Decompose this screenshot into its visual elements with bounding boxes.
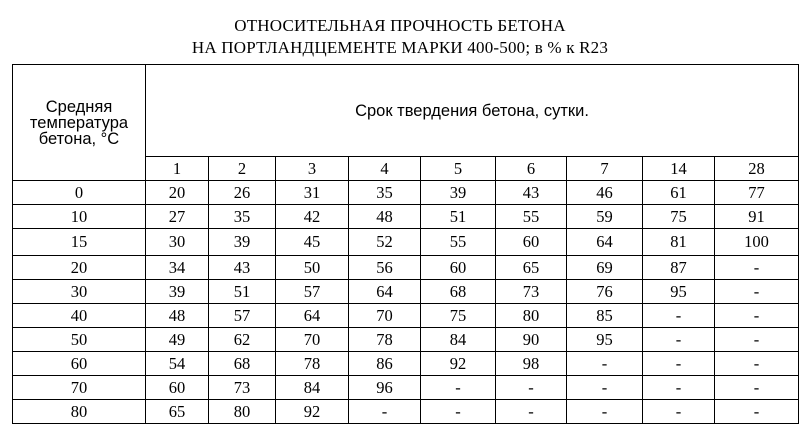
strength-value-cell: 35 [209,205,276,229]
strength-value-cell: - [496,376,567,400]
strength-value-cell: 95 [643,280,715,304]
strength-value-cell: - [643,352,715,376]
table-row [13,280,799,304]
strength-value-cell: 48 [146,304,209,328]
header-row [13,65,799,157]
day-header-cell: 28 [715,157,799,181]
strength-value-cell: 96 [349,376,421,400]
day-header-cell: 2 [209,157,276,181]
strength-value-cell: 31 [276,181,349,205]
temperature-cell: 0 [13,181,146,205]
strength-value-cell: 43 [496,181,567,205]
table-title-line-1: ОТНОСИТЕЛЬНАЯ ПРОЧНОСТЬ БЕТОНА [234,16,566,35]
strength-value-cell: - [715,328,799,352]
strength-value-cell: 50 [276,256,349,280]
strength-value-cell: 61 [643,181,715,205]
strength-value-cell: 62 [209,328,276,352]
day-header-cell: 14 [643,157,715,181]
strength-value-cell: 84 [276,376,349,400]
strength-value-cell: 73 [496,280,567,304]
strength-value-cell: - [715,304,799,328]
day-header-cell: 3 [276,157,349,181]
temperature-cell: 50 [13,328,146,352]
strength-value-cell: 49 [146,328,209,352]
temperature-header-line-3: бетона, °С [38,129,120,148]
temperature-cell: 70 [13,376,146,400]
strength-value-cell: 76 [567,280,643,304]
strength-value-cell: 45 [276,229,349,256]
strength-value-cell: 34 [146,256,209,280]
strength-value-cell: 35 [349,181,421,205]
temperature-cell: 20 [13,256,146,280]
strength-value-cell: 46 [567,181,643,205]
strength-value-cell: - [643,400,715,424]
hardening-period-header: Срок твердения бетона, сутки. [146,65,799,157]
table-row [13,352,799,376]
strength-value-cell: 86 [349,352,421,376]
strength-value-cell: 84 [421,328,496,352]
temperature-cell: 80 [13,400,146,424]
strength-value-cell: 68 [421,280,496,304]
strength-value-cell: 80 [496,304,567,328]
strength-value-cell: 68 [209,352,276,376]
strength-value-cell: 51 [209,280,276,304]
table-row [13,229,799,256]
strength-value-cell: 75 [421,304,496,328]
strength-value-cell: 65 [146,400,209,424]
strength-value-cell: 64 [349,280,421,304]
day-header-cell: 6 [496,157,567,181]
strength-value-cell: 85 [567,304,643,328]
strength-value-cell: 65 [496,256,567,280]
strength-value-cell: 55 [496,205,567,229]
temperature-cell: 15 [13,229,146,256]
strength-value-cell: 70 [276,328,349,352]
strength-value-cell: 48 [349,205,421,229]
table-row [13,256,799,280]
strength-value-cell: - [643,328,715,352]
strength-value-cell: 95 [567,328,643,352]
strength-value-cell: 57 [209,304,276,328]
strength-value-cell: 30 [146,229,209,256]
strength-value-cell: 60 [496,229,567,256]
strength-value-cell: 60 [146,376,209,400]
strength-value-cell: 64 [276,304,349,328]
strength-value-cell: 57 [276,280,349,304]
temperature-header-line-1: Средняя [45,97,113,116]
strength-value-cell: 92 [421,352,496,376]
temperature-header [13,65,146,181]
day-header-cell: 1 [146,157,209,181]
strength-value-cell: 54 [146,352,209,376]
temperature-cell: 10 [13,205,146,229]
strength-value-cell: 78 [349,328,421,352]
strength-value-cell: 92 [276,400,349,424]
strength-value-cell: 27 [146,205,209,229]
strength-value-cell: 39 [146,280,209,304]
strength-value-cell: - [715,352,799,376]
strength-value-cell: - [567,376,643,400]
table-row [13,400,799,424]
strength-value-cell: - [567,400,643,424]
strength-value-cell: 78 [276,352,349,376]
strength-value-cell: - [715,376,799,400]
day-header-cell: 5 [421,157,496,181]
strength-value-cell: 51 [421,205,496,229]
temperature-header-line-2: температура [29,113,129,132]
strength-value-cell: 64 [567,229,643,256]
strength-value-cell: - [715,280,799,304]
strength-value-cell: 59 [567,205,643,229]
temperature-cell: 60 [13,352,146,376]
table-row [13,328,799,352]
strength-value-cell: 81 [643,229,715,256]
strength-value-cell: 39 [209,229,276,256]
strength-value-cell: - [496,400,567,424]
strength-value-cell: 75 [643,205,715,229]
table-row [13,376,799,400]
strength-value-cell: 77 [715,181,799,205]
strength-value-cell: 56 [349,256,421,280]
table-row [13,205,799,229]
day-header-cell: 4 [349,157,421,181]
strength-value-cell: - [567,352,643,376]
strength-value-cell: 55 [421,229,496,256]
strength-value-cell: 73 [209,376,276,400]
strength-value-cell: 87 [643,256,715,280]
strength-value-cell: - [643,304,715,328]
strength-value-cell: 60 [421,256,496,280]
table-row [13,304,799,328]
strength-value-cell: - [421,400,496,424]
strength-value-cell: - [349,400,421,424]
table-title-line-2: НА ПОРТЛАНДЦЕМЕНТЕ МАРКИ 400-500; в % к R23 [191,38,609,57]
strength-value-cell: - [421,376,496,400]
strength-value-cell: 80 [209,400,276,424]
strength-value-cell: 90 [496,328,567,352]
table-row [13,181,799,205]
strength-value-cell: - [643,376,715,400]
temperature-cell: 30 [13,280,146,304]
strength-table [12,64,799,424]
strength-value-cell: 100 [715,229,799,256]
strength-value-cell: 42 [276,205,349,229]
strength-value-cell: 39 [421,181,496,205]
strength-value-cell: 52 [349,229,421,256]
temperature-cell: 40 [13,304,146,328]
strength-value-cell: 91 [715,205,799,229]
day-header-cell: 7 [567,157,643,181]
strength-value-cell: 26 [209,181,276,205]
strength-value-cell: - [715,256,799,280]
strength-value-cell: 43 [209,256,276,280]
strength-value-cell: 98 [496,352,567,376]
strength-value-cell: 70 [349,304,421,328]
strength-value-cell: - [715,400,799,424]
strength-value-cell: 69 [567,256,643,280]
strength-value-cell: 20 [146,181,209,205]
